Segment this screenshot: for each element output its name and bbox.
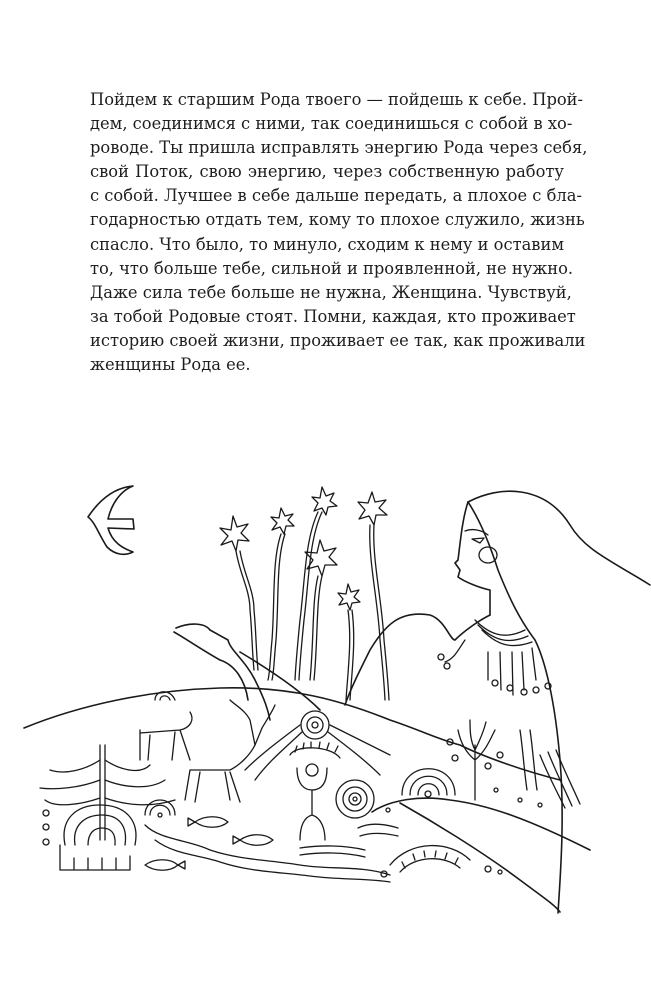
text-line: свой Поток, свою энергию, через собственную работу xyxy=(90,162,564,182)
petroglyph-small-tree xyxy=(386,720,542,812)
woman-figure xyxy=(174,491,650,913)
petroglyph-fish xyxy=(145,817,273,871)
text-line: Пойдем к старшим Рода твоего — пойдешь к себе. Прой- xyxy=(90,90,584,109)
line-art-illustration xyxy=(0,470,651,930)
text-line: роводе. Ты пришла исправлять энергию Рода через себя, xyxy=(90,138,588,158)
petroglyph-comb xyxy=(60,845,130,870)
text-line: годарностью отдать тем, кому то плохое служило, жизнь xyxy=(90,210,585,230)
body-paragraph xyxy=(90,88,588,377)
text-line: спасло. Что было, то минуло, сходим к нему и оставим xyxy=(90,234,564,254)
text-line: то, что больше тебе, сильной и проявленной, не нужно. xyxy=(90,258,574,278)
text-line: Даже сила тебе больше не нужна, Женщина. Чувствуй, xyxy=(90,282,572,302)
petroglyph-vertical-strokes xyxy=(520,730,580,808)
petroglyph-rainbow-arcs xyxy=(145,769,455,817)
text-line: за тобой Родовые стоят. Помни, каждая, кто проживает xyxy=(90,306,576,326)
petroglyph-river-waves xyxy=(145,825,390,882)
petroglyph-comb-arc xyxy=(381,846,502,877)
star-flowers xyxy=(220,487,389,700)
text-line: историю своей жизни, проживает ее так, как проживали xyxy=(90,330,586,350)
petroglyph-spiral-circle xyxy=(336,780,374,818)
petroglyph-deer xyxy=(140,692,275,802)
petroglyph-human-figure xyxy=(290,742,340,840)
bird-icon xyxy=(88,486,134,554)
text-line: с собой. Лучшее в себе дальше передать, а плохое с бла- xyxy=(90,186,582,206)
petroglyph-tree-of-life xyxy=(40,745,175,845)
text-line: дем, соединимся с ними, так соединишься с собой в хо- xyxy=(90,114,573,134)
text-line: женщины Рода ее. xyxy=(90,355,251,375)
